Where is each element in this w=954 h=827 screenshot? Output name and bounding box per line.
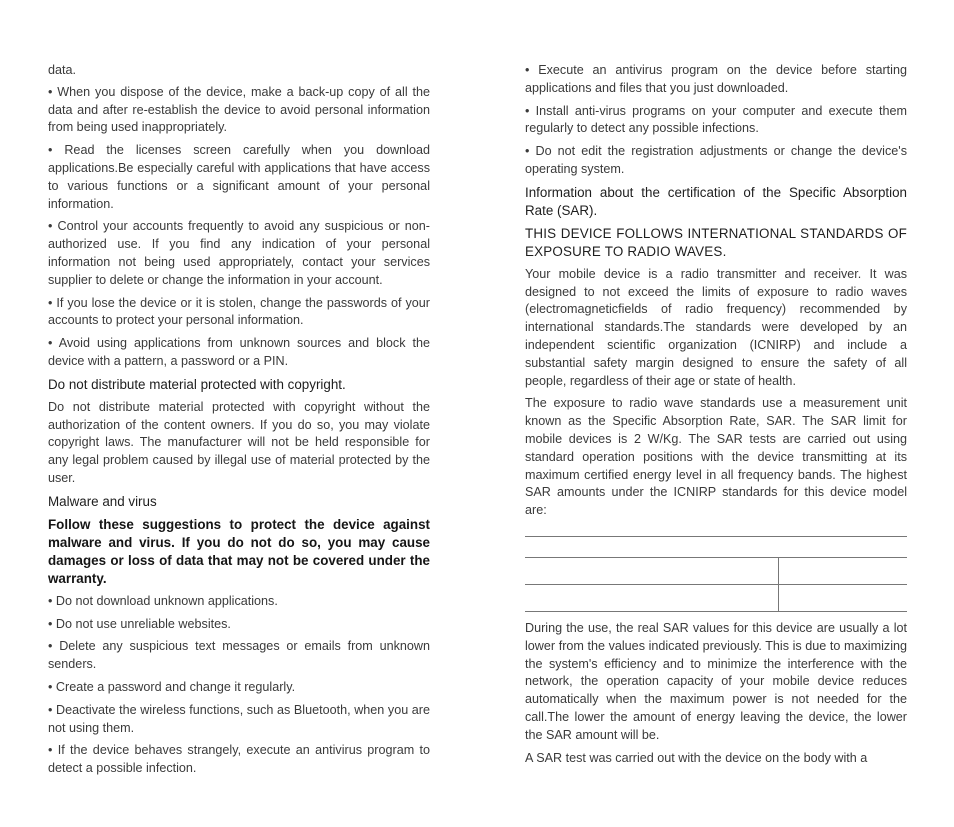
sar-limits-paragraph: The exposure to radio wave standards use a measurement unit known as the Specific Absorption Rate, SAR. The SAR limit for mobile devices is 2 W/Kg. The SAR tests are carried out using standard operation positions with the device transmitting at its maximum certified energy level in all frequency bands. The highest SAR amounts under the ICNIRP standards for this device model are: xyxy=(525,396,907,518)
bullet-password: • Create a password and change it regularly. xyxy=(48,679,296,694)
sar-intro-paragraph: Your mobile device is a radio transmitter and receiver. It was designed to not exceed the limits of exposure to radio waves (electromagneticfields of radio frequency) recommended by international standards.The standards were developed by an independent scientific organization (ICNIRP) and include a substantial safety margin designed to ensure the safety of all people, regardless of their age or state of health. xyxy=(525,266,907,388)
sar-body-test-paragraph: A SAR test was carried out with the device on the body with a xyxy=(525,750,868,765)
sar-values-table xyxy=(525,528,907,612)
tip-control-accounts: • Control your accounts frequently to avoid any suspicious or non-authorized use. If you find any indication of your personal information not being used appropriately, contact your services supplier to delete or change the information in your account. xyxy=(48,219,430,287)
tip-lost-device: • If you lose the device or it is stolen, change the passwords of your accounts to protect your personal information. xyxy=(48,295,430,328)
table-cell xyxy=(779,558,907,584)
table-row xyxy=(525,585,907,612)
table-rule-top xyxy=(525,528,907,537)
bullet-unknown-apps: • Do not download unknown applications. xyxy=(48,593,278,608)
bullet-unreliable-websites: • Do not use unreliable websites. xyxy=(48,616,231,631)
tip-unknown-sources: • Avoid using applications from unknown sources and block the device with a pattern, a password or a PIN. xyxy=(48,336,430,368)
table-row xyxy=(525,537,907,558)
bullet-suspicious-messages: • Delete any suspicious text messages or emails from unknown senders. xyxy=(48,639,430,672)
table-cell xyxy=(778,537,907,557)
copyright-paragraph: Do not distribute material protected with copyright without the authorization of the content owners. If you do so, you may violate copyright laws. The manufacturer will not be held responsible for any legal problem caused by illegal use of material protected by the user. xyxy=(48,399,430,485)
table-cell xyxy=(779,585,907,611)
bullet-wireless: • Deactivate the wireless functions, such as Bluetooth, when you are not using them. xyxy=(48,702,430,735)
heading-international-standards: THIS DEVICE FOLLOWS INTERNATIONAL STANDARDS OF EXPOSURE TO RADIO WAVES. xyxy=(525,225,907,259)
bullet-antivirus-before-start: • Execute an antivirus program on the device before starting applications and files that you just downloaded. xyxy=(525,63,907,95)
table-cell xyxy=(525,558,779,584)
heading-malware-virus: Malware and virus xyxy=(48,493,157,509)
tip-read-licenses: • Read the licenses screen carefully when you download applications.Be especially careful with applications that have access to various functions or a significant amount of your personal information. xyxy=(48,143,430,211)
sar-real-values-paragraph: During the use, the real SAR values for this device are usually a lot lower from the values indicated previously. This is due to maximizing the system's efficiency and to minimize the interference with the network, the operation capacity of your mobile device reduces automatically when the maximum power is not needed for the call.The lower the amount of energy leaving the device, the lower the SAR amount will be. xyxy=(525,620,907,742)
heading-copyright: Do not distribute material protected with copyright. xyxy=(48,376,346,392)
right-column xyxy=(525,62,907,772)
left-column xyxy=(48,62,430,783)
bullet-registration: • Do not edit the registration adjustments or change the device's operating system. xyxy=(525,144,907,176)
paragraph-continuation: data. xyxy=(48,63,77,77)
table-row xyxy=(525,558,907,585)
malware-intro-bold: Follow these suggestions to protect the device against malware and virus. If you do not do so, you may cause damages or loss of data that may not be covered under the warranty. xyxy=(48,516,430,586)
bullet-antivirus-detect: • If the device behaves strangely, execute an antivirus program to detect a possible infection. xyxy=(48,743,430,776)
heading-sar-certification: Information about the certification of the Specific Absorption Rate (SAR). xyxy=(525,184,907,218)
bullet-antivirus-computer: • Install anti-virus programs on your computer and execute them regularly to detect any possible infections. xyxy=(525,103,907,136)
table-cell xyxy=(525,585,779,611)
tip-backup-before-disposal: • When you dispose of the device, make a back-up copy of all the data and after re-establish the device to avoid personal information from being used inappropriately. xyxy=(48,84,430,135)
table-cell xyxy=(525,537,778,557)
